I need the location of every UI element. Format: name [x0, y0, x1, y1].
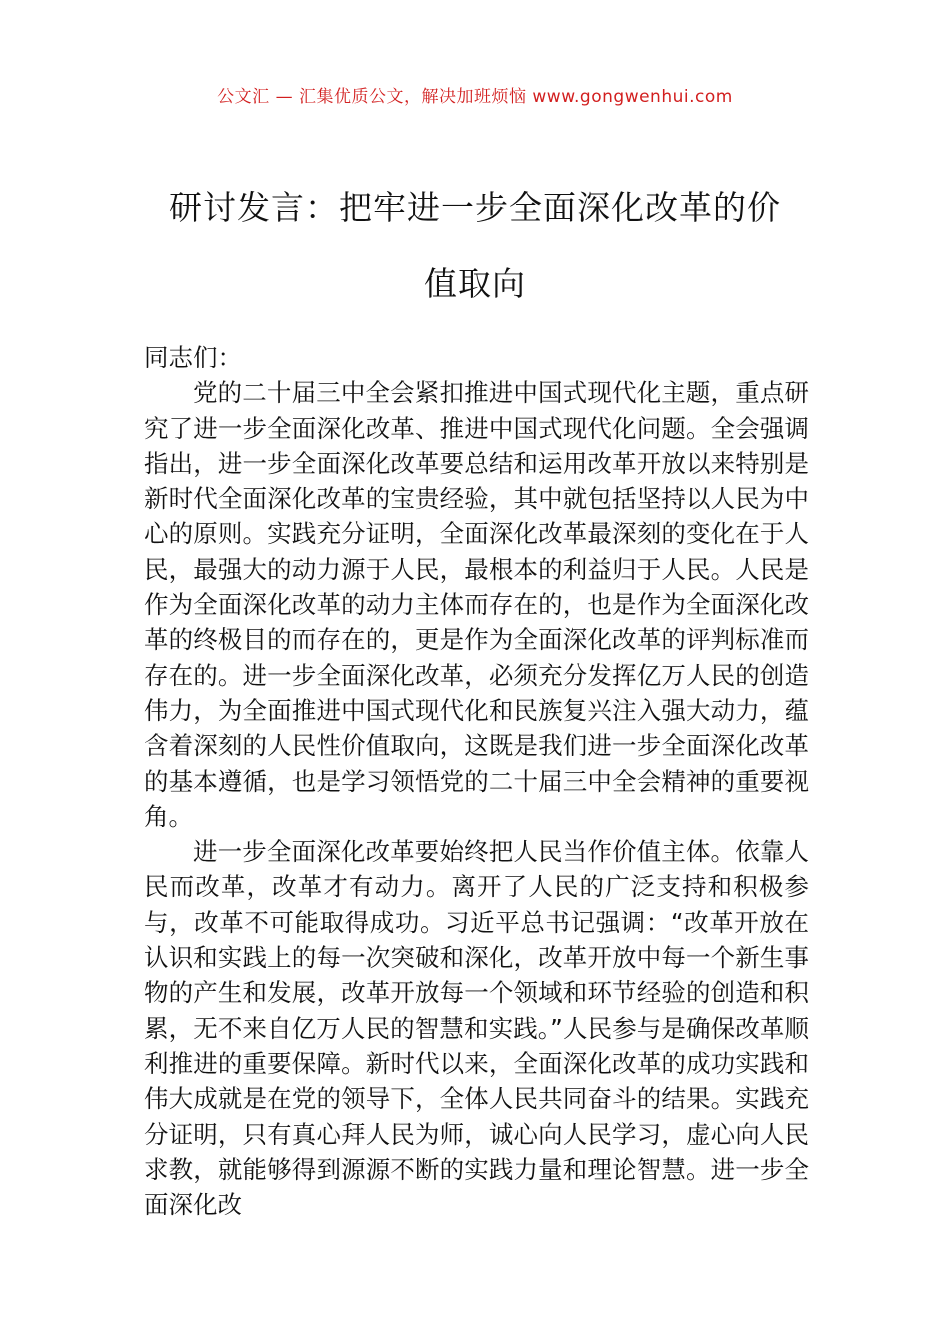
paragraph-1: 党的二十届三中全会紧扣推进中国式现代化主题，重点研究了进一步全面深化改革、推进中国式现代化问题。全会强调指出，进一步全面深化改革要总结和运用改革开放以来特别是新时代全面深化改革的宝贵经验，其中就包括坚持以人民为中心的原则。实践充分证明，全面深化改革最深刻的变化在于人民，最强大的动力源于人民，最根本的利益归于人民。人民是作为全面深化改革的动力主体而存在的，也是作为全面深化改革的终极目的而存在的，更是作为全面深化改革的评判标准而存在的。进一步全面深化改革，必须充分发挥亿万人民的创造伟力，为全面推进中国式现代化和民族复兴注入强大动力，蕴含着深刻的人民性价值取向，这既是我们进一步全面深化改革的基本遵循，也是学习领悟党的二十届三中全会精神的重要视角。	[144, 378, 809, 831]
title-line-1: 研讨发言：把牢进一步全面深化改革的价	[169, 188, 781, 227]
document-title	[130, 170, 820, 322]
document-body	[144, 340, 809, 1222]
paragraph-2: 进一步全面深化改革要始终把人民当作价值主体。依靠人民而改革，改革才有动力。离开了人民的广泛支持和积极参与，改革不可能取得成功。习近平总书记强调：“改革开放在认识和实践上的每一次突破和深化，改革开放中每一个新生事物的产生和发展，改革开放每一个领域和环节经验的创造和积累，无不来自亿万人民的智慧和实践。”人民参与是确保改革顺利推进的重要保障。新时代以来，全面深化改革的成功实践和伟大成就是在党的领导下，全体人民共同奋斗的结果。实践充分证明，只有真心拜人民为师，诚心向人民学习，虚心向人民求教，就能够得到源源不断的实践力量和理论智慧。进一步全面深化改	[144, 837, 809, 1220]
title-line-2: 值取向	[424, 264, 526, 303]
salutation: 同志们：	[144, 343, 242, 372]
header-banner[interactable]: 公文汇 — 汇集优质公文，解决加班烦恼 www.gongwenhui.com	[217, 87, 733, 107]
